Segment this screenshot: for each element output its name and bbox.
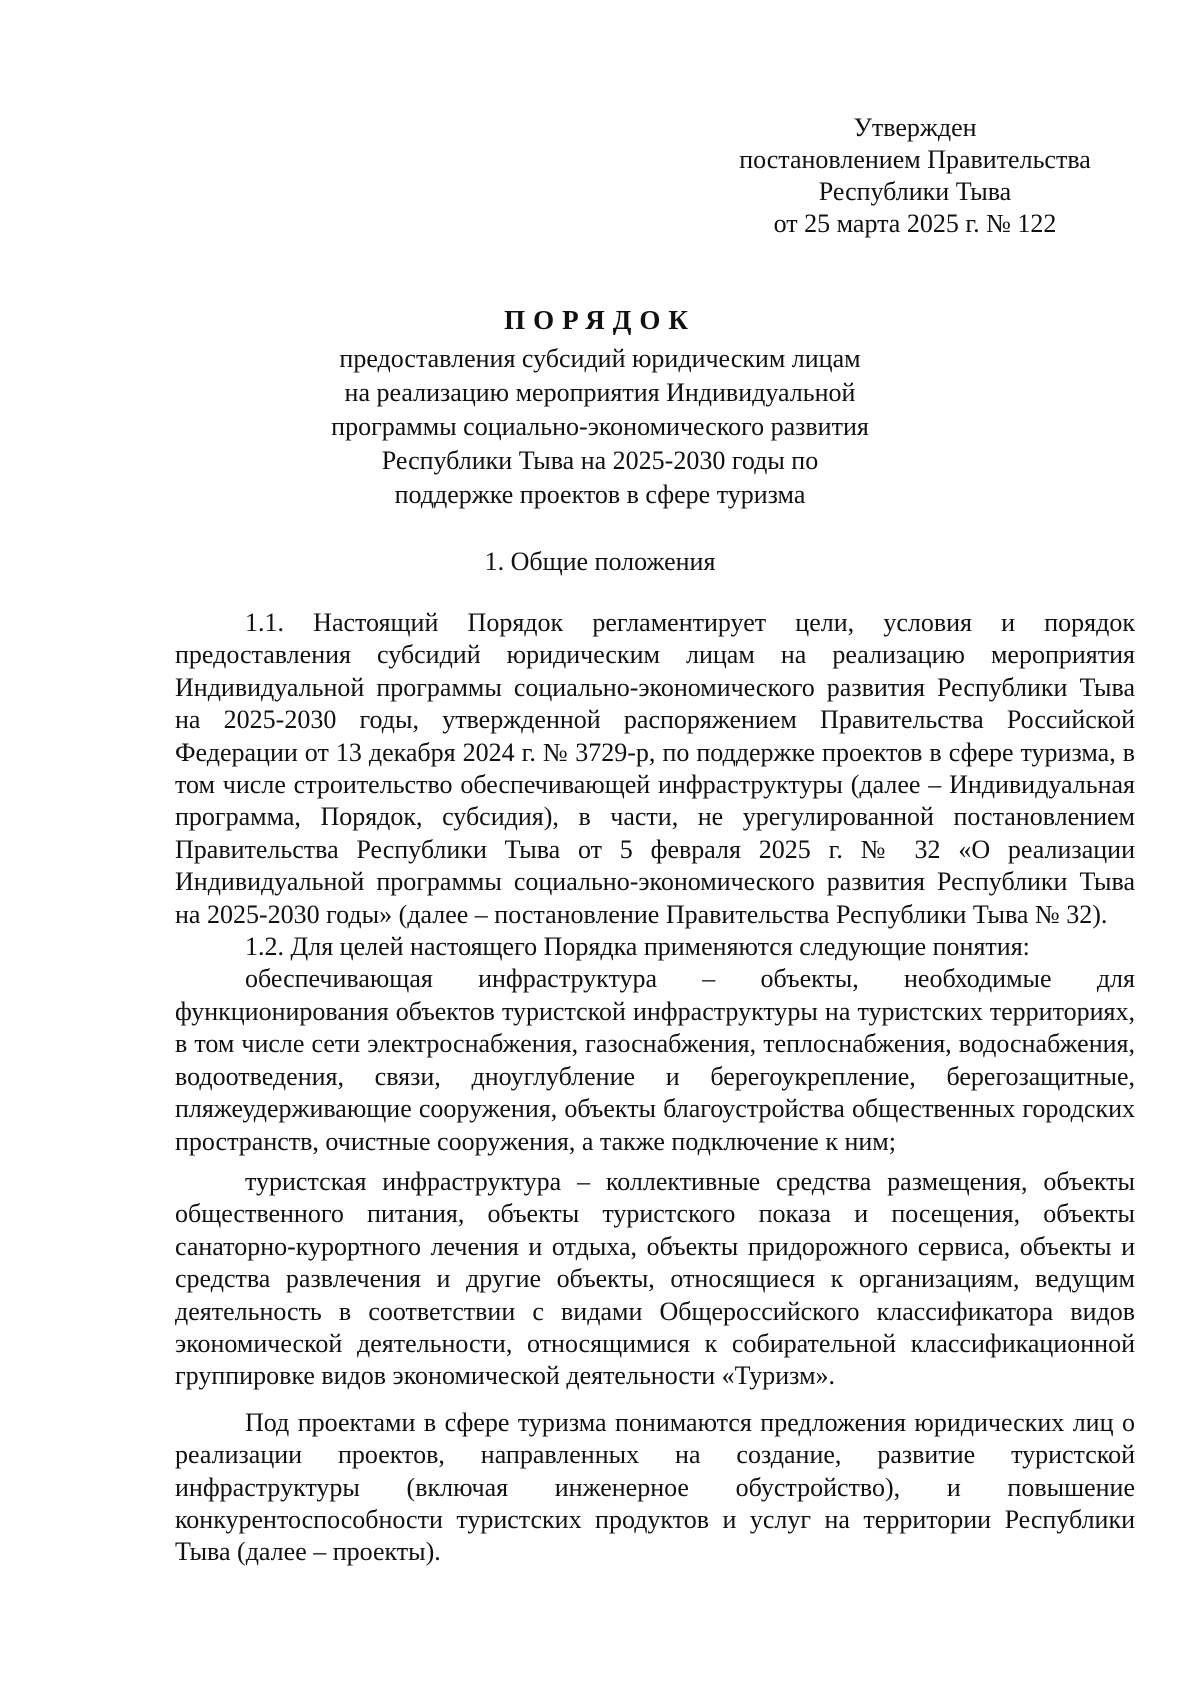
approval-line-resolution: постановлением Правительства <box>739 145 1091 174</box>
document-body <box>175 607 1135 1569</box>
approval-line-date-number: от 25 марта 2025 г. № 122 <box>773 209 1057 238</box>
document-subtitle <box>300 342 900 512</box>
document-title: ПОРЯДОК <box>504 305 696 335</box>
paragraph-1-1: 1.1. Настоящий Порядок регламентирует цели, условия и порядок предоставления субсидий юридическим лицам на реализацию мероприятия Индивидуальной программы социально-экономического развития Республики Тыва на 2025-2030 годы, утвержденной распоряжением Правительства Российской Федерации от 13 декабря 2024 г. № 3729-р, по поддержке проектов в сфере туризма, в том числе строительство обеспечивающей инфраструктуры (далее – Индивидуальная программа, Порядок, субсидия), в части, не урегулированной постановлением Правительства Республики Тыва от 5 февраля 2025 г. № 32 «О реализации Индивидуальной программы социально-экономического развития Республики Тыва на 2025-2030 годы» (далее – постановление Правительства Республики Тыва № 32). <box>175 608 1135 929</box>
subtitle-line: Республики Тыва на 2025-2030 годы по <box>381 446 819 475</box>
definition-tourism-projects: Под проектами в сфере туризма понимаются предложения юридических лиц о реализации проектов, направленных на создание, развитие туристской инфраструктуры (включая инженерное обустройство), и повышение конкурентоспособности туристских продуктов и услуг на территории Республики Тыва (далее – проекты). <box>175 1407 1135 1567</box>
paragraph-1-2: 1.2. Для целей настоящего Порядка применяются следующие понятия: <box>245 932 1030 962</box>
approval-line-approved: Утвержден <box>853 113 977 142</box>
definition-supporting-infrastructure: обеспечивающая инфраструктура – объекты, необходимые для функционирования объектов туристской инфраструктуры на туристских территориях, в том числе сети электроснабжения, газоснабжения, теплоснабжения, водоснабжения, водоотведения, связи, дноуглубление и берегоукрепление, берегозащитные, пляжеудерживающие сооружения, объекты благоустройства общественных городских пространств, очистные сооружения, а также подключение к ним; <box>175 964 1135 1156</box>
subtitle-line: на реализацию мероприятия Индивидуальной <box>344 378 856 407</box>
approval-line-republic: Республики Тыва <box>818 177 1012 206</box>
subtitle-line: предоставления субсидий юридическим лицам <box>339 344 861 373</box>
section-heading-general: 1. Общие положения <box>484 547 716 576</box>
subtitle-line: поддержке проектов в сфере туризма <box>394 480 806 509</box>
approval-stamp-block <box>700 112 1130 240</box>
subtitle-line: программы социально-экономического развития <box>331 412 869 441</box>
definition-tourist-infrastructure: туристская инфраструктура – коллективные средства размещения, объекты общественного питания, объекты туристского показа и посещения, объекты санаторно-курортного лечения и отдыха, объекты придорожного сервиса, объекты и средства развлечения и другие объекты, относящиеся к организациям, ведущим деятельность в соответствии с видами Общероссийского классификатора видов экономической деятельности, относящимися к собирательной классификационной группировке видов экономической деятельности «Туризм». <box>175 1166 1135 1391</box>
